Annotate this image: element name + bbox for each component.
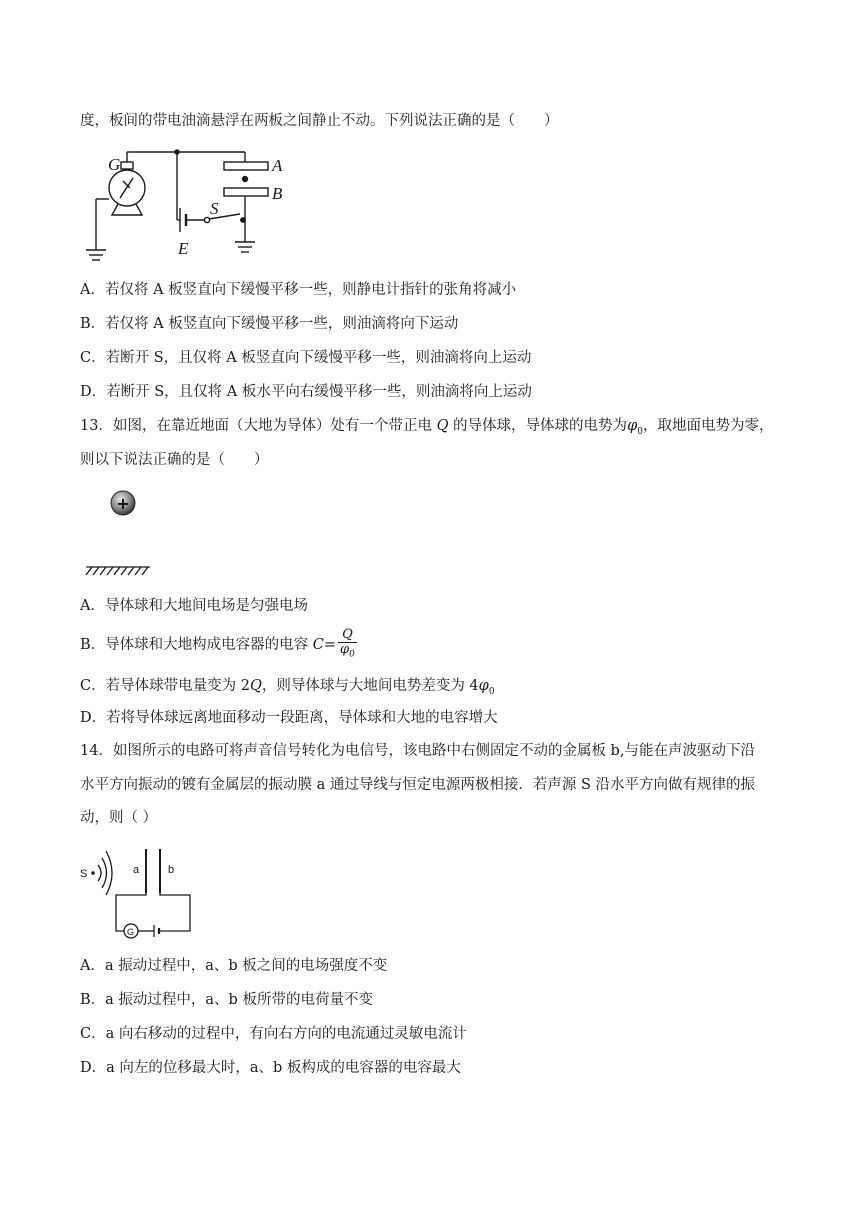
q14-stem-line2: 水平方向振动的镀有金属层的振动膜 a 通过导线与恒定电源两极相接．若声源 S 沿水平方向做有规律的振 xyxy=(80,777,756,793)
q14-stem-line1: 14．如图所示的电路可将声音信号转化为电信号，该电路中右侧固定不动的金属板 b,与能在声波驱动下沿 xyxy=(80,743,755,759)
q12-option-c: C．若断开 S，且仅将 A 板竖直向下缓慢平移一些，则油滴将向上运动 xyxy=(80,350,532,366)
plate-b xyxy=(224,188,268,196)
q13-option-b-c: C xyxy=(312,637,324,653)
q13-stem-phi-sub: 0 xyxy=(637,426,643,437)
q14-option-a: A．a 振动过程中，a、b 板之间的电场强度不变 xyxy=(80,958,388,974)
q13-stem-text-a: 13．如图，在靠近地面（大地为导体）处有一个带正电 xyxy=(80,418,437,434)
q12-option-a: A．若仅将 A 板竖直向下缓慢平移一些，则静电计指针的张角将减小 xyxy=(80,282,517,298)
electrometer-cap xyxy=(121,162,133,169)
q13-stem-text-b: 的导体球，导体球的电势为 xyxy=(448,418,628,434)
label-a: a xyxy=(133,864,140,876)
q13-stem-q: Q xyxy=(436,418,449,434)
fraction-numerator: Q xyxy=(338,628,357,643)
q13-stem-line2: 则以下说法正确的是（ ） xyxy=(80,452,269,468)
q13-sphere-ground-figure xyxy=(80,488,170,578)
label-g: G xyxy=(127,927,135,937)
q13-stem-phi: φ xyxy=(627,418,638,434)
q13-option-c xyxy=(80,676,495,702)
q13-option-c-phi: φ xyxy=(478,678,489,694)
label-s: S xyxy=(210,199,219,218)
q14-microphone-circuit-figure xyxy=(78,843,198,945)
label-a: A xyxy=(272,156,283,175)
plus-sign-icon: + xyxy=(116,494,130,513)
fraction-denominator-sub: 0 xyxy=(349,649,355,660)
fraction-denominator-phi: φ xyxy=(340,642,350,658)
q13-option-d: D．若将导体球远离地面移动一段距离，导体球和大地的电容增大 xyxy=(80,710,498,726)
q13-stem-line1 xyxy=(80,416,773,442)
plate-a xyxy=(224,162,268,170)
q14-option-b: B．a 振动过程中，a、b 板所带的电荷量不变 xyxy=(80,992,373,1008)
electrometer-needle xyxy=(120,178,133,198)
label-g: G xyxy=(108,155,121,174)
q13-option-b-fraction xyxy=(338,628,357,662)
q14-option-d: D．a 向左的位移最大时，a、b 板构成的电容器的电容最大 xyxy=(80,1060,461,1076)
q14-stem-line3: 动，则（ ） xyxy=(80,810,158,826)
fraction-denominator xyxy=(338,643,357,662)
q13-option-c-sub: 0 xyxy=(488,686,495,697)
q12-option-b: B．若仅将 A 板竖直向下缓慢平移一些，则油滴将向下运动 xyxy=(80,316,459,332)
oil-drop xyxy=(243,177,248,182)
q13-option-c-text-b: ，则导体球与大地间电势差变为 4 xyxy=(261,678,479,694)
q13-stem-text-c: ，取地面电势为零， xyxy=(642,418,774,434)
label-b: b xyxy=(168,864,175,876)
sound-wave-2 xyxy=(102,858,107,888)
q13-option-b xyxy=(80,628,357,662)
q12-electrometer-circuit-figure xyxy=(80,142,300,264)
q13-option-c-q: Q xyxy=(249,678,262,694)
sound-source-dot xyxy=(91,871,95,875)
q12-stem-tail: 度，板间的带电油滴悬浮在两板之间静止不动。下列说法正确的是（ ） xyxy=(80,113,559,129)
q14-option-c: C．a 向右移动的过程中，有向右方向的电流通过灵敏电流计 xyxy=(80,1026,467,1042)
label-e: E xyxy=(178,239,189,258)
q12-option-d: D．若断开 S，且仅将 A 板水平向右缓慢平移一些，则油滴将向上运动 xyxy=(80,384,532,400)
q13-option-b-text: B．导体球和大地构成电容器的电容 xyxy=(80,637,313,653)
label-b: B xyxy=(272,184,283,203)
q13-option-c-text-a: C．若导体球带电量变为 2 xyxy=(80,678,250,694)
sound-wave-1 xyxy=(98,865,101,881)
q13-option-b-equals: = xyxy=(323,637,337,653)
q13-option-a: A．导体球和大地间电场是匀强电场 xyxy=(80,598,308,614)
ground-surface xyxy=(86,567,150,575)
label-s: S xyxy=(80,868,88,880)
